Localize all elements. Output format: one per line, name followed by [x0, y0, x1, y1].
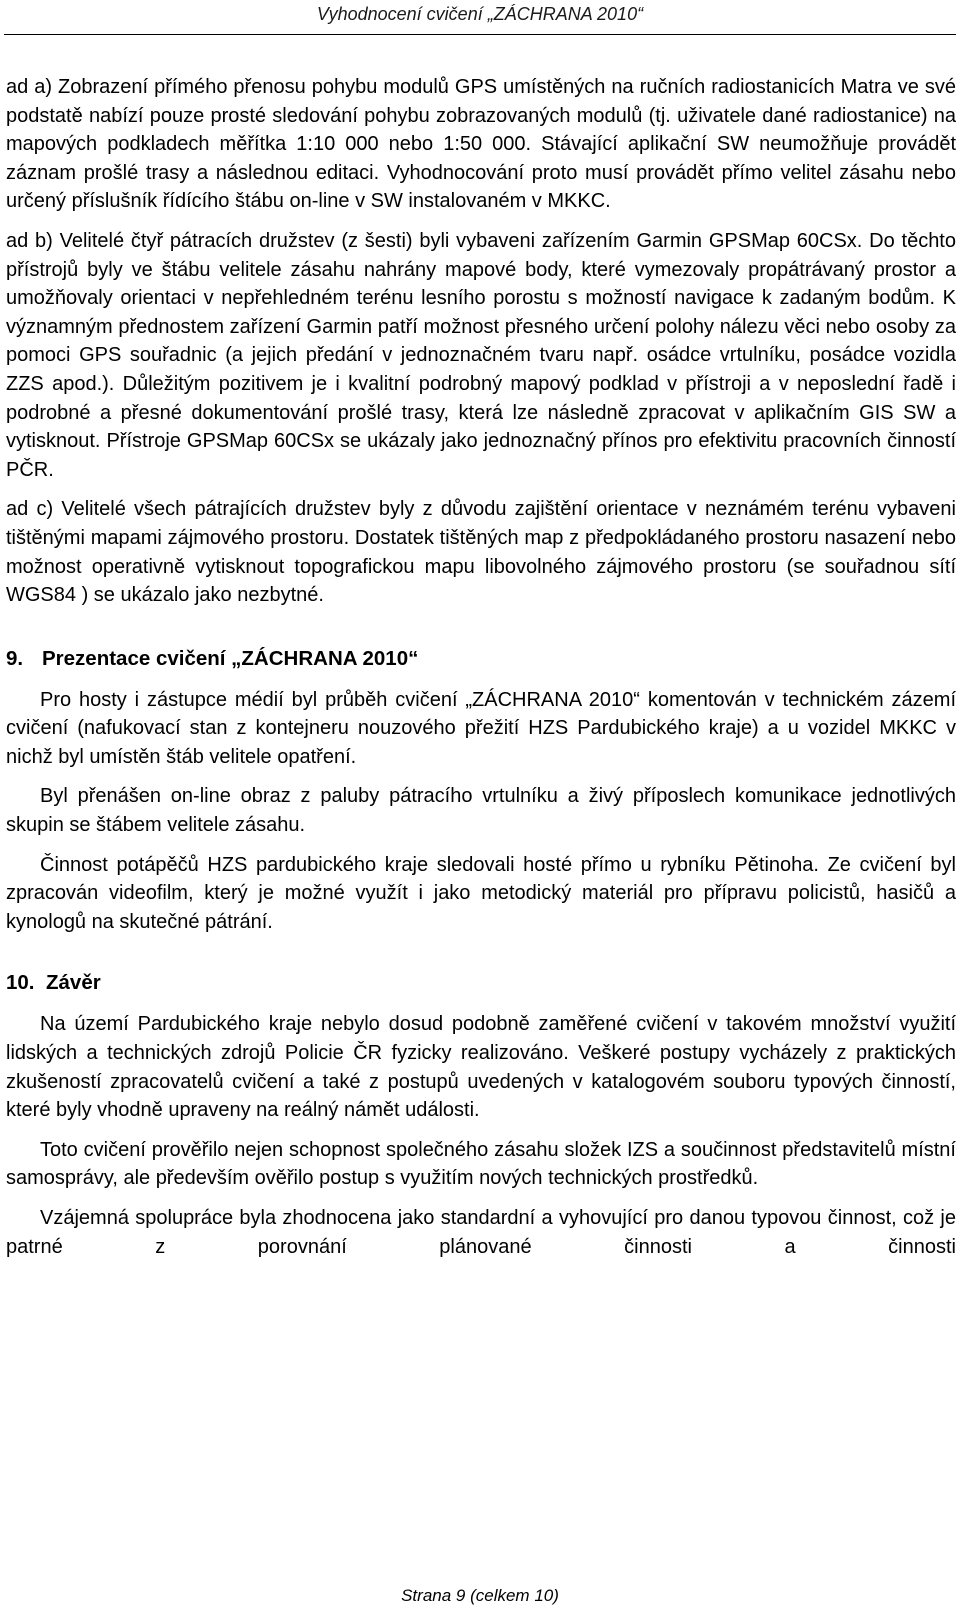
section-title: Závěr [46, 971, 101, 995]
paragraph-ad-c: ad c) Velitelé všech pátrajících družstev byly z důvodu zajištění orientace v neznámém terénu vybaveni tištěnými mapami zájmového prostoru. Dostatek tištěných map z předpokládaného prostoru nasazení nebo možnost operativně vytisknout topografickou mapu libovolného zájmového prostoru (se souřadnou sítí WGS84 ) se ukázalo jako nezbytné. [6, 498, 956, 607]
section-heading-10 [6, 968, 956, 998]
section-9-paragraph-2: Byl přenášen on-line obraz z paluby pátracího vrtulníku a živý příposlech komunikace jednotlivých skupin se štábem velitele zásahu. [6, 785, 956, 837]
section-heading-9 [6, 644, 956, 674]
section-9-paragraph-1: Pro hosty i zástupce médií byl průběh cvičení „ZÁCHRANA 2010“ komentován v technickém zázemí cvičení (nafukovací stan z kontejneru nouzového přežití HZS Pardubického kraje) a u vozidel MKKC v nichž byl umístěn štáb velitele opatření. [6, 688, 956, 768]
section-number: 9. [6, 646, 24, 670]
section-10-paragraph-3: Vzájemná spolupráce byla zhodnocena jako standardní a vyhovující pro danou typovou činnost, což je patrné z porovnání plánované činnosti a činnosti [6, 1207, 956, 1258]
section-10-paragraph-1: Na území Pardubického kraje nebylo dosud podobně zaměřené cvičení v takovém množství využití lidských a technických zdrojů Policie ČR fyzicky realizováno. Veškeré postupy vycházely z praktických zkušeností zpracovatelů cvičení a také z postupů uvedených v katalogovém souboru typových činností, které byly vhodně upraveny na reálný námět události. [6, 1013, 956, 1122]
section-title: Prezentace cvičení „ZÁCHRANA 2010“ [42, 646, 419, 670]
section-number: 10. [6, 971, 35, 995]
paragraph-ad-a: ad a) Zobrazení přímého přenosu pohybu modulů GPS umístěných na ručních radiostanicích Matra ve své podstatě nabízí pouze prosté sledování pohybu zobrazovaných modulů (tj. uživatele dané radiostanice) na mapových podkladech měřítka 1:10 000 nebo 1:50 000. Stávající aplikační SW neumožňuje provádět záznam prošlé trasy a následnou editaci. Vyhodnocování proto musí provádět přímo velitel zásahu nebo určený příslušník řídícího štábu on-line v SW instalovaném v MKKC. [6, 76, 956, 213]
page-footer: Strana 9 (celkem 10) [401, 1586, 559, 1605]
section-10-paragraph-2: Toto cvičení prověřilo nejen schopnost společného zásahu složek IZS a součinnost představitelů místní samosprávy, ale především ověřilo postup s využitím nových technických prostředků. [6, 1138, 956, 1190]
page-header: Vyhodnocení cvičení „ZÁCHRANA 2010“ [316, 4, 644, 24]
section-9-paragraph-3: Činnost potápěčů HZS pardubického kraje sledovali hosté přímo u rybníku Pětinoha. Ze cvičení byl zpracován videofilm, který je možné využít i jako metodický materiál pro přípravu policistů, hasičů a kynologů na skutečné pátrání. [6, 853, 956, 933]
header-divider [4, 34, 956, 35]
paragraph-ad-b: ad b) Velitelé čtyř pátracích družstev (z šesti) byli vybaveni zařízením Garmin GPSMap 60CSx. Do těchto přístrojů byly ve štábu velitele zásahu nahrány mapové body, které vymezovaly propátrávaný prostor a umožňovaly orientaci v nepřehledném terénu lesního porostu s možností navigace k zadaným bodům. K významným přednostem zařízení Garmin patří možnost přesného určení polohy nálezu věci nebo osoby za pomoci GPS souřadnic (a jejich předání v jednoznačném tvaru např. osádce vrtulníku, posádce vozidla ZZS apod.). Důležitým pozitivem je i kvalitní podrobný mapový podklad v přístroji a v neposlední řadě i podrobné a přesné dokumentování prošlé trasy, která lze následně zpracovat v aplikačním GIS SW a vytisknout. Přístroje GPSMap 60CSx se ukázaly jako jednoznačný přínos pro efektivitu pracovních činností PČR. [6, 229, 956, 481]
document-body [6, 73, 956, 1272]
